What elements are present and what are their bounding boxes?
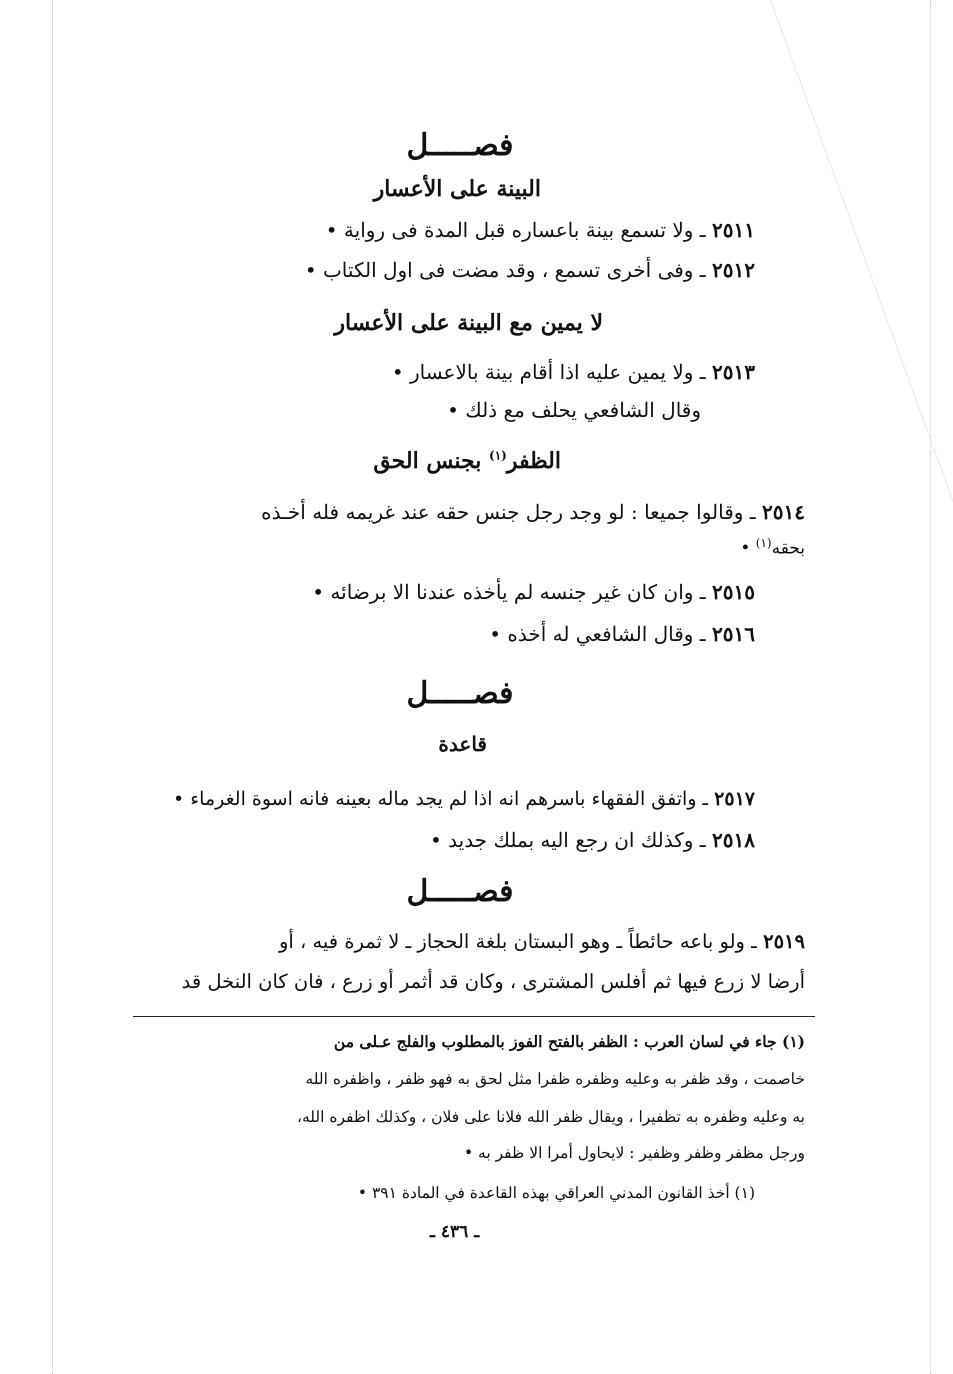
entry-number: ٢٥١٧ [714, 788, 755, 810]
entry-text: بحقه [771, 538, 805, 559]
entry-text: ـ ولو باعه حائطاً ـ وهو البستان بلغة الحجاز ـ لا ثمرة فيه ، أو [278, 930, 764, 953]
heading-qaida: قاعدة [438, 732, 487, 756]
entry-2512 [305, 258, 755, 282]
scan-diagonal-line [770, 0, 953, 526]
heading-zafar [373, 448, 561, 474]
entry-2519-continuation: أرضا لا زرع فيها ثم أفلس المشترى ، وكان قد أثمر أو زرع ، فان كان النخل قد [181, 970, 805, 993]
entry-number: ٢٥١١ [712, 218, 755, 242]
entry-text: ـ وان كان غير جنسه لم يأخذه عندنا الا برضائه • [312, 580, 713, 604]
section-divider-title: فصـــــل [406, 874, 514, 909]
entry-number: ٢٥١٦ [712, 622, 755, 646]
entry-text: ـ وكذلك ان رجع اليه بملك جديد • [430, 828, 713, 852]
footnote-1-line: (١) جاء في لسان العرب : الظفر بالفتح الفوز بالمطلوب والفلج عـلى من [333, 1032, 805, 1051]
heading-no-oath: لا يمين مع البينة على الأعسار [334, 310, 603, 336]
section-divider-title: فصـــــل [406, 128, 514, 163]
entry-2513 [392, 360, 755, 384]
entry-number: ٢٥١٨ [712, 828, 755, 852]
entry-text: ـ وفى أخرى تسمع ، وقد مضت فى اول الكتاب • [304, 258, 713, 282]
footnote-2-line: (١) أخذ القانون المدني العراقي بهذه القاعدة في المادة ٣٩١ • [357, 1184, 755, 1202]
footnote-marker: (١) [755, 536, 772, 550]
entry-2514 [261, 500, 805, 524]
entry-text: ـ ولا يمين عليه اذا أقام بينة بالاعسار • [391, 360, 713, 384]
entry-number: ٢٥١٣ [712, 360, 755, 384]
footnote-1-line: خاصمت ، وقد ظفر به وعليه وظفره ظفرا مثل لحق به فهو ظفر ، واظفره الله [305, 1070, 805, 1088]
entry-2511 [326, 218, 755, 242]
page-number: ـ ٤٣٦ ـ [430, 1222, 480, 1242]
entry-text: ـ ولا تسمع بينة باعساره قبل المدة فى رواية • [325, 218, 713, 242]
entry-2514-continuation [740, 536, 805, 559]
footnote-separator [133, 1016, 815, 1017]
section-divider-title: فصـــــل [406, 676, 514, 711]
footnote-1-line: ورجل مظفر وظفر وظفير : لايحاول أمرا الا ظفر به • [463, 1144, 805, 1162]
entry-2517 [173, 788, 755, 810]
entry-number: ٢٥١٥ [712, 580, 755, 604]
entry-2518 [430, 828, 755, 852]
entry-text: • [740, 538, 756, 559]
heading-text: الظفر [506, 448, 561, 474]
entry-2516 [489, 622, 755, 646]
scan-fold-line [930, 0, 931, 1374]
footnote-1-line: به وعليه وظفره به تظفيرا ، ويقال ظفر الله فلانا على فلان ، وكذلك اظفره الله، [296, 1108, 805, 1126]
entry-number: ٢٥١٢ [712, 258, 755, 282]
entry-text: ـ وقالوا جميعا : لو وجد رجل جنس حقه عند غريمه فله أخـذه [261, 500, 763, 524]
heading-text: بجنس الحق [373, 448, 490, 474]
entry-text: ـ وقال الشافعي له أخذه • [489, 622, 713, 646]
entry-2513-continuation: وقال الشافعي يحلف مع ذلك • [447, 398, 701, 422]
entry-2515 [312, 580, 755, 604]
heading-bayyina-iasar: البينة على الأعسار [373, 176, 541, 202]
scan-fold-line [52, 0, 53, 1374]
entry-number: ٢٥١٩ [763, 930, 805, 953]
entry-2519 [279, 930, 805, 953]
entry-text: ـ واتفق الفقهاء باسرهم انه اذا لم يجد ماله بعينه فانه اسوة الغرماء • [173, 788, 715, 810]
entry-number: ٢٥١٤ [762, 500, 805, 524]
footnote-marker: (١) [489, 448, 507, 463]
